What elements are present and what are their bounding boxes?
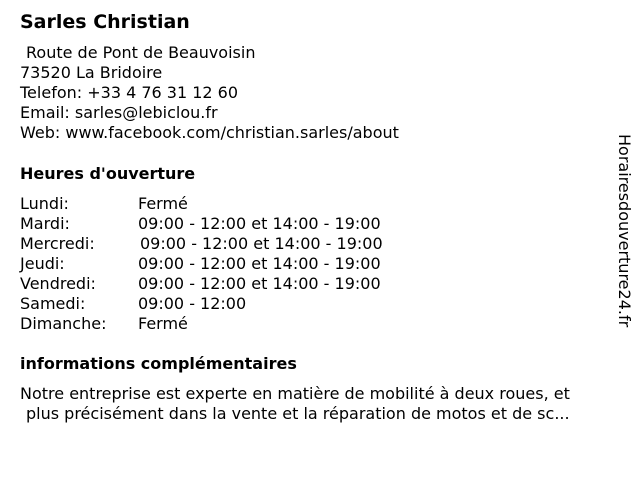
additional-info-heading: informations complémentaires xyxy=(20,354,297,373)
hours-row xyxy=(20,214,383,234)
day-label: Samedi: xyxy=(20,294,86,313)
email-line: Email: sarles@lebiclou.fr xyxy=(20,103,218,122)
contact-block xyxy=(20,43,399,143)
day-label: Jeudi: xyxy=(20,254,65,273)
day-label: Mardi: xyxy=(20,214,70,233)
time-value: 09:00 - 12:00 et 14:00 - 19:00 xyxy=(138,254,381,273)
description-line: plus précisément dans la vente et la réparation de motos et de sc... xyxy=(26,404,570,423)
business-name: Sarles Christian xyxy=(20,11,190,33)
day-label: Mercredi: xyxy=(20,234,95,253)
hours-row xyxy=(20,274,383,294)
opening-hours-table xyxy=(20,194,383,334)
hours-row xyxy=(20,234,383,254)
web-line: Web: www.facebook.com/christian.sarles/about xyxy=(20,123,399,142)
opening-hours-heading: Heures d'ouverture xyxy=(20,164,196,183)
phone-line: Telefon: +33 4 76 31 12 60 xyxy=(20,83,239,102)
hours-row xyxy=(20,194,383,214)
day-label: Dimanche: xyxy=(20,314,107,333)
time-value: 09:00 - 12:00 et 14:00 - 19:00 xyxy=(138,274,381,293)
site-watermark: Horairesdouverture24.fr xyxy=(615,134,634,328)
time-value: 09:00 - 12:00 xyxy=(138,294,247,313)
hours-row xyxy=(20,294,383,314)
day-label: Lundi: xyxy=(20,194,69,213)
hours-row xyxy=(20,254,383,274)
time-value: 09:00 - 12:00 et 14:00 - 19:00 xyxy=(138,214,381,233)
time-value: Fermé xyxy=(138,194,188,213)
time-value: 09:00 - 12:00 et 14:00 - 19:00 xyxy=(140,234,383,253)
day-label: Vendredi: xyxy=(20,274,96,293)
time-value: Fermé xyxy=(138,314,188,333)
street-address: Route de Pont de Beauvoisin xyxy=(26,43,256,62)
city-address: 73520 La Bridoire xyxy=(20,63,163,82)
business-description xyxy=(20,384,620,424)
description-line: Notre entreprise est experte en matière de mobilité à deux roues, et xyxy=(20,384,570,403)
hours-row xyxy=(20,314,383,334)
